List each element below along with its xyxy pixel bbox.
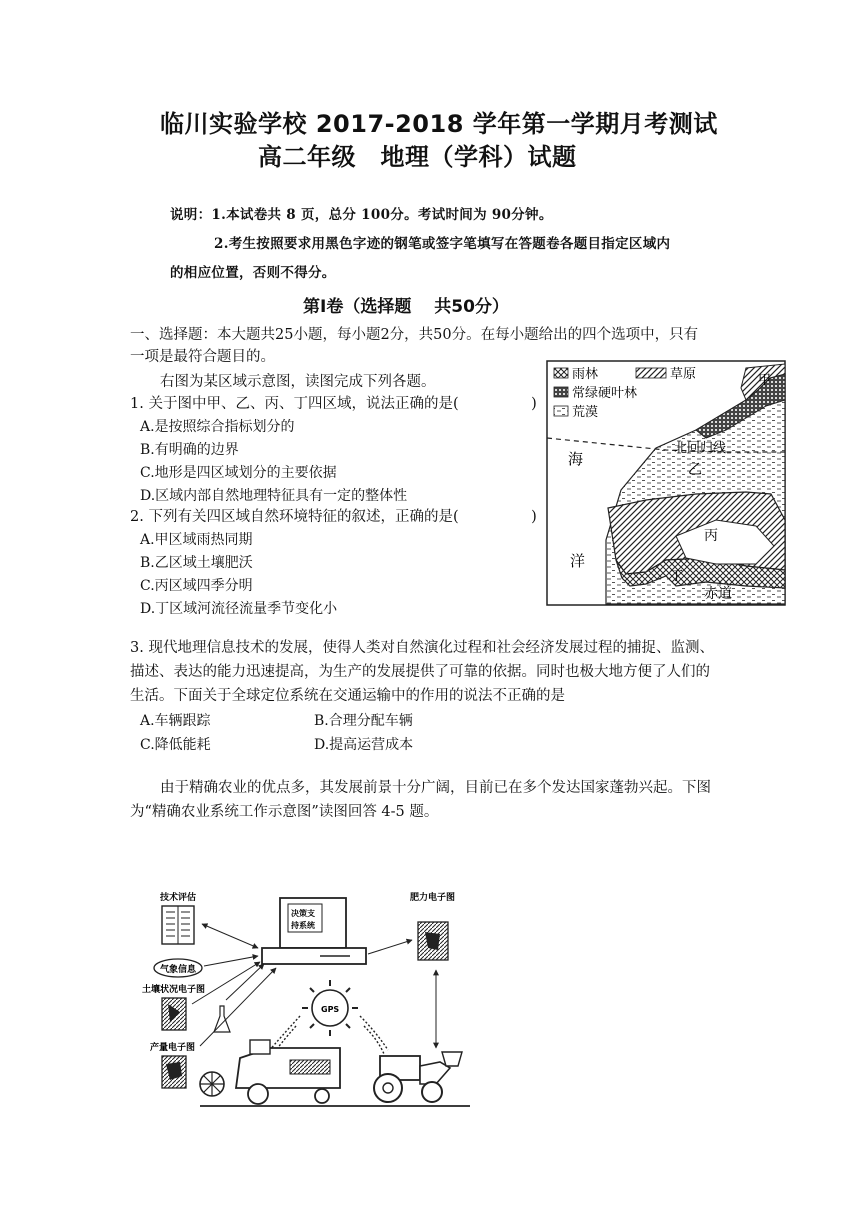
label-fert-map: 肥力电子图 [410, 893, 456, 903]
label-decision-1: 决策支 [291, 909, 315, 918]
label-decision-2: 持系统 [291, 921, 315, 930]
question-2-stem: 2. 下列有关四区域自然环境特征的叙述，正确的是( ) [130, 509, 537, 525]
passage-2-line-2: 为“精确农业系统工作示意图”读图回答 4-5 题。 [130, 804, 439, 820]
label-equator: 赤道 [704, 586, 732, 602]
legend-rainforest: 雨林 [572, 367, 599, 382]
section-title: 第Ⅰ卷（选择题 共50分） [303, 297, 509, 317]
question-3-option-d: D.提高运营成本 [314, 737, 414, 753]
question-3-stem-line-2: 描述、表达的能力迅速提高，为生产的发展提供了可靠的依据。同时也极大地方便了人们的 [130, 664, 710, 680]
label-gps: GPS [321, 1005, 340, 1014]
label-soil-map: 土壤状况电子图 [142, 985, 206, 995]
part-intro-line-1: 一、选择题：本大题共25小题，每小题2分，共50分。在每小题给出的四个选项中，只有 [130, 327, 699, 343]
label-tropic: 北回归线 [674, 441, 727, 456]
instruction-line-3: 的相应位置，否则不得分。 [170, 265, 336, 281]
part-intro-line-2: 一项是最符合题目的。 [130, 349, 275, 365]
label-tech-eval: 技术评估 [160, 893, 197, 903]
instruction-line-2: 2.考生按照要求用黑色字迹的钢笔或签字笔填写在答题卷各题目指定区域内 [214, 236, 671, 252]
precision-agriculture-diagram [140, 888, 480, 1118]
computer-icon [262, 898, 366, 964]
question-3-option-b: B.合理分配车辆 [314, 713, 413, 729]
question-2-option-c: C.丙区域四季分明 [140, 578, 253, 594]
legend-desert: 荒漠 [572, 405, 599, 420]
label-yield-map: 产量电子图 [150, 1043, 196, 1053]
question-2-option-d: D.丁区域河流径流量季节变化小 [140, 601, 338, 617]
legend-evergreen: 常绿硬叶林 [572, 386, 638, 401]
label-jia: 甲 [758, 373, 772, 388]
question-2-option-a: A.甲区域雨热同期 [140, 532, 253, 548]
instruction-line-1: 说明：1.本试卷共 8 页，总分 100分。考试时间为 90分钟。 [170, 207, 553, 223]
passage-1: 右图为某区域示意图，读图完成下列各题。 [160, 374, 436, 390]
question-3-stem-line-3: 生活。下面关于全球定位系统在交通运输中的作用的说法不正确的是 [130, 688, 565, 704]
flask-icon [214, 1006, 230, 1032]
question-1-option-d: D.区域内部自然地理特征具有一定的整体性 [140, 488, 408, 504]
passage-2-line-1: 由于精确农业的优点多，其发展前景十分广阔，目前已在多个发达国家蓬勃兴起。下图 [160, 780, 711, 796]
harvester-icon [200, 1040, 340, 1104]
label-sea: 海 [568, 450, 584, 468]
question-1-option-b: B.有明确的边界 [140, 442, 239, 458]
question-3-option-a: A.车辆跟踪 [140, 713, 211, 729]
label-yi: 乙 [688, 462, 702, 478]
tractor-icon [374, 1052, 462, 1102]
question-1-option-a: A.是按照综合指标划分的 [140, 419, 295, 435]
page-subtitle: 高二年级 地理（学科）试题 [258, 143, 577, 171]
label-ding: 丁 [670, 569, 684, 584]
label-ocean: 洋 [570, 552, 586, 570]
question-1-option-c: C.地形是四区域划分的主要依据 [140, 465, 337, 481]
question-3-option-c: C.降低能耗 [140, 737, 211, 753]
question-2-option-b: B.乙区域土壤肥沃 [140, 555, 253, 571]
book-icon [162, 906, 194, 944]
label-weather: 气象信息 [160, 965, 197, 975]
legend-grassland: 草原 [670, 367, 697, 382]
region-map [546, 360, 786, 606]
question-3-stem-line-1: 3. 现代地理信息技术的发展，使得人类对自然演化过程和社会经济发展过程的捕捉、监测、 [130, 640, 714, 656]
page-title: 临川实验学校 2017-2018 学年第一学期月考测试 [160, 110, 718, 138]
question-1-stem: 1. 关于图中甲、乙、丙、丁四区域，说法正确的是( ) [130, 396, 537, 412]
label-bing: 丙 [704, 528, 718, 544]
